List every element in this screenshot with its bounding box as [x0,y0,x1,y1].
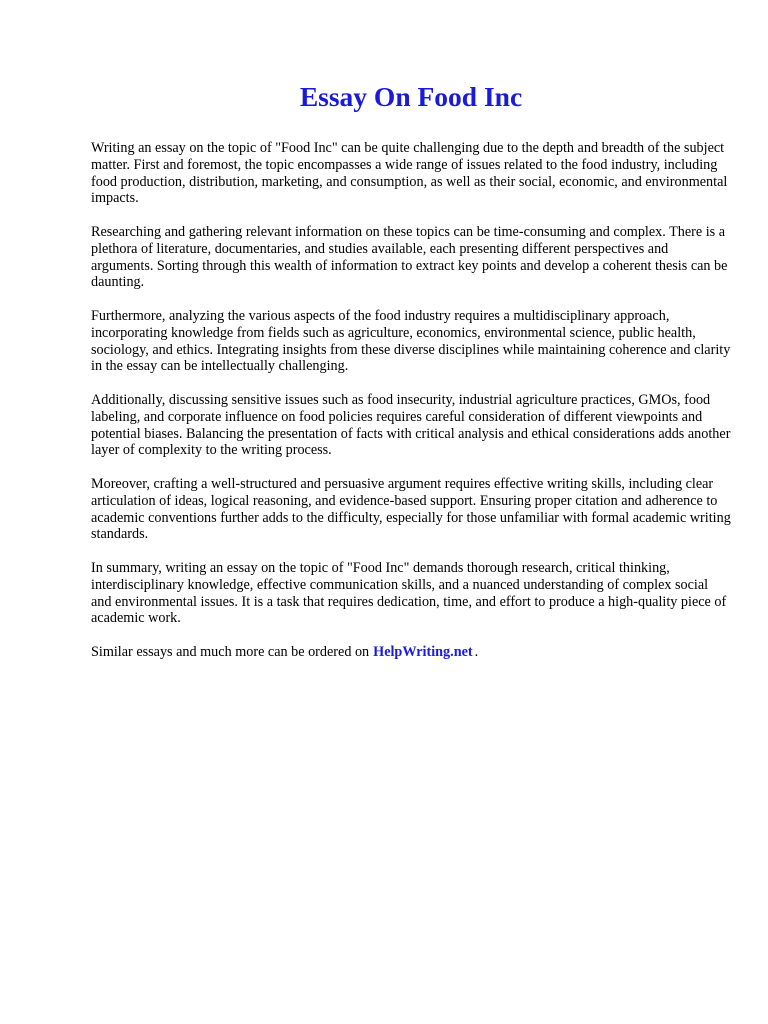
paragraph-multidisciplinary: Furthermore, analyzing the various aspects of the food industry requires a multidisciplinary approach, incorporating knowledge from fields such as agriculture, economics, environmental science, public health, sociology, and ethics. Integrating insights from these diverse disciplines while maintaining coherence and clarity in the essay can be intellectually challenging. [91,307,731,375]
footer-suffix: . [474,643,479,660]
footer-prefix: Similar essays and much more can be ordered on [91,643,370,660]
paragraph-intro: Writing an essay on the topic of "Food Inc" can be quite challenging due to the depth and breadth of the subject matter. First and foremost, the topic encompasses a wide range of issues related to the food industry, including food production, distribution, marketing, and consumption, as well as their social, economic, and environmental impacts. [91,140,728,207]
document-title: Essay On Food Inc [299,81,523,112]
helpwriting-link[interactable]: HelpWriting.net [373,643,473,660]
paragraph-writing-skills: Moreover, crafting a well-structured and persuasive argument requires effective writing skills, including clear articulation of ideas, logical reasoning, and evidence-based support. Ensuring proper citation and adherence to academic conventions further adds to the difficulty, especially for those unfamiliar with formal academic writing standards. [91,475,731,543]
document-page [91,80,731,678]
paragraph-sensitive-issues: Additionally, discussing sensitive issues such as food insecurity, industrial agriculture practices, GMOs, food labeling, and corporate influence on food policies requires careful consideration of different viewpoints and potential biases. Balancing the presentation of facts with critical analysis and ethical considerations adds another layer of complexity to the writing process. [91,391,731,459]
paragraph-summary: In summary, writing an essay on the topic of "Food Inc" demands thorough research, critical thinking, interdisciplinary knowledge, effective communication skills, and a nuanced understanding of complex social and environmental issues. It is a task that requires dedication, time, and effort to produce a high-quality piece of academic work. [91,559,727,627]
footer-line [91,644,731,661]
paragraph-research: Researching and gathering relevant information on these topics can be time-consuming and complex. There is a plethora of literature, documentaries, and studies available, each presenting different perspectives and arguments. Sorting through this wealth of information to extract key points and develop a coherent thesis can be daunting. [91,223,728,291]
